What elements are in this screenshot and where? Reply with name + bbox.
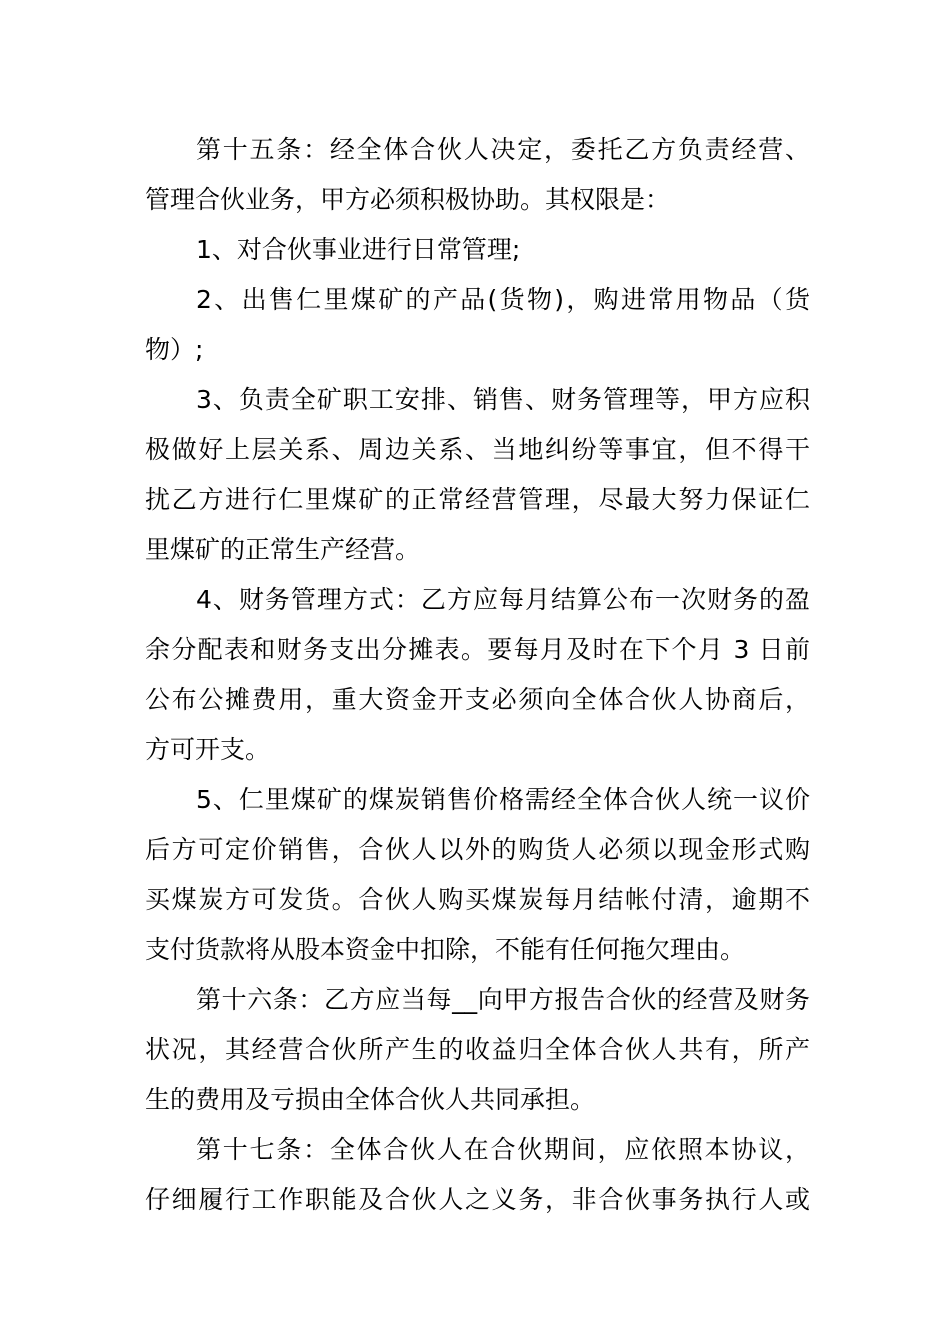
item-3-line-3: 扰乙方进行仁里煤矿的正常经营管理，尽最大努力保证仁: [145, 485, 810, 514]
item-2-line-1: 2、出售仁里煤矿的产品(货物)，购进常用物品（货: [196, 285, 810, 314]
item-1-line-1: 1、对合伙事业进行日常管理;: [196, 235, 521, 264]
article-17-line-1: 第十七条：全体合伙人在合伙期间，应依照本协议，: [196, 1135, 810, 1164]
article-17-line-2: 仔细履行工作职能及合伙人之义务，非合伙事务执行人或: [145, 1185, 810, 1214]
item-4-line-3: 公布公摊费用，重大资金开支必须向全体合伙人协商后，: [145, 685, 810, 714]
item-4-line-2: 余分配表和财务支出分摊表。要每月及时在下个月 3 日前: [145, 635, 810, 664]
item-5-line-3: 买煤炭方可发货。合伙人购买煤炭每月结帐付清，逾期不: [145, 885, 810, 914]
article-16-line-3: 生的费用及亏损由全体合伙人共同承担。: [145, 1085, 596, 1114]
item-4-line-1: 4、财务管理方式：乙方应每月结算公布一次财务的盈: [196, 585, 810, 614]
article-15-line-2: 管理合伙业务，甲方必须积极协助。其权限是：: [145, 185, 671, 214]
item-4-line-4: 方可开支。: [145, 735, 271, 764]
item-5-line-4: 支付货款将从股本资金中扣除，不能有任何拖欠理由。: [145, 935, 746, 964]
article-16-line-1: 第十六条：乙方应当每__向甲方报告合伙的经营及财务: [196, 985, 810, 1014]
item-3-line-4: 里煤矿的正常生产经营。: [145, 535, 421, 564]
item-3-line-2: 极做好上层关系、周边关系、当地纠纷等事宜，但不得干: [145, 435, 810, 464]
article-16-line-2: 状况，其经营合伙所产生的收益归全体合伙人共有，所产: [145, 1035, 810, 1064]
item-5-line-1: 5、仁里煤矿的煤炭销售价格需经全体合伙人统一议价: [196, 785, 810, 814]
item-2-line-2: 物）;: [145, 335, 204, 364]
item-5-line-2: 后方可定价销售，合伙人以外的购货人必须以现金形式购: [145, 835, 810, 864]
item-3-line-1: 3、负责全矿职工安排、销售、财务管理等，甲方应积: [196, 385, 810, 414]
article-15-line-1: 第十五条：经全体合伙人决定，委托乙方负责经营、: [196, 135, 810, 164]
